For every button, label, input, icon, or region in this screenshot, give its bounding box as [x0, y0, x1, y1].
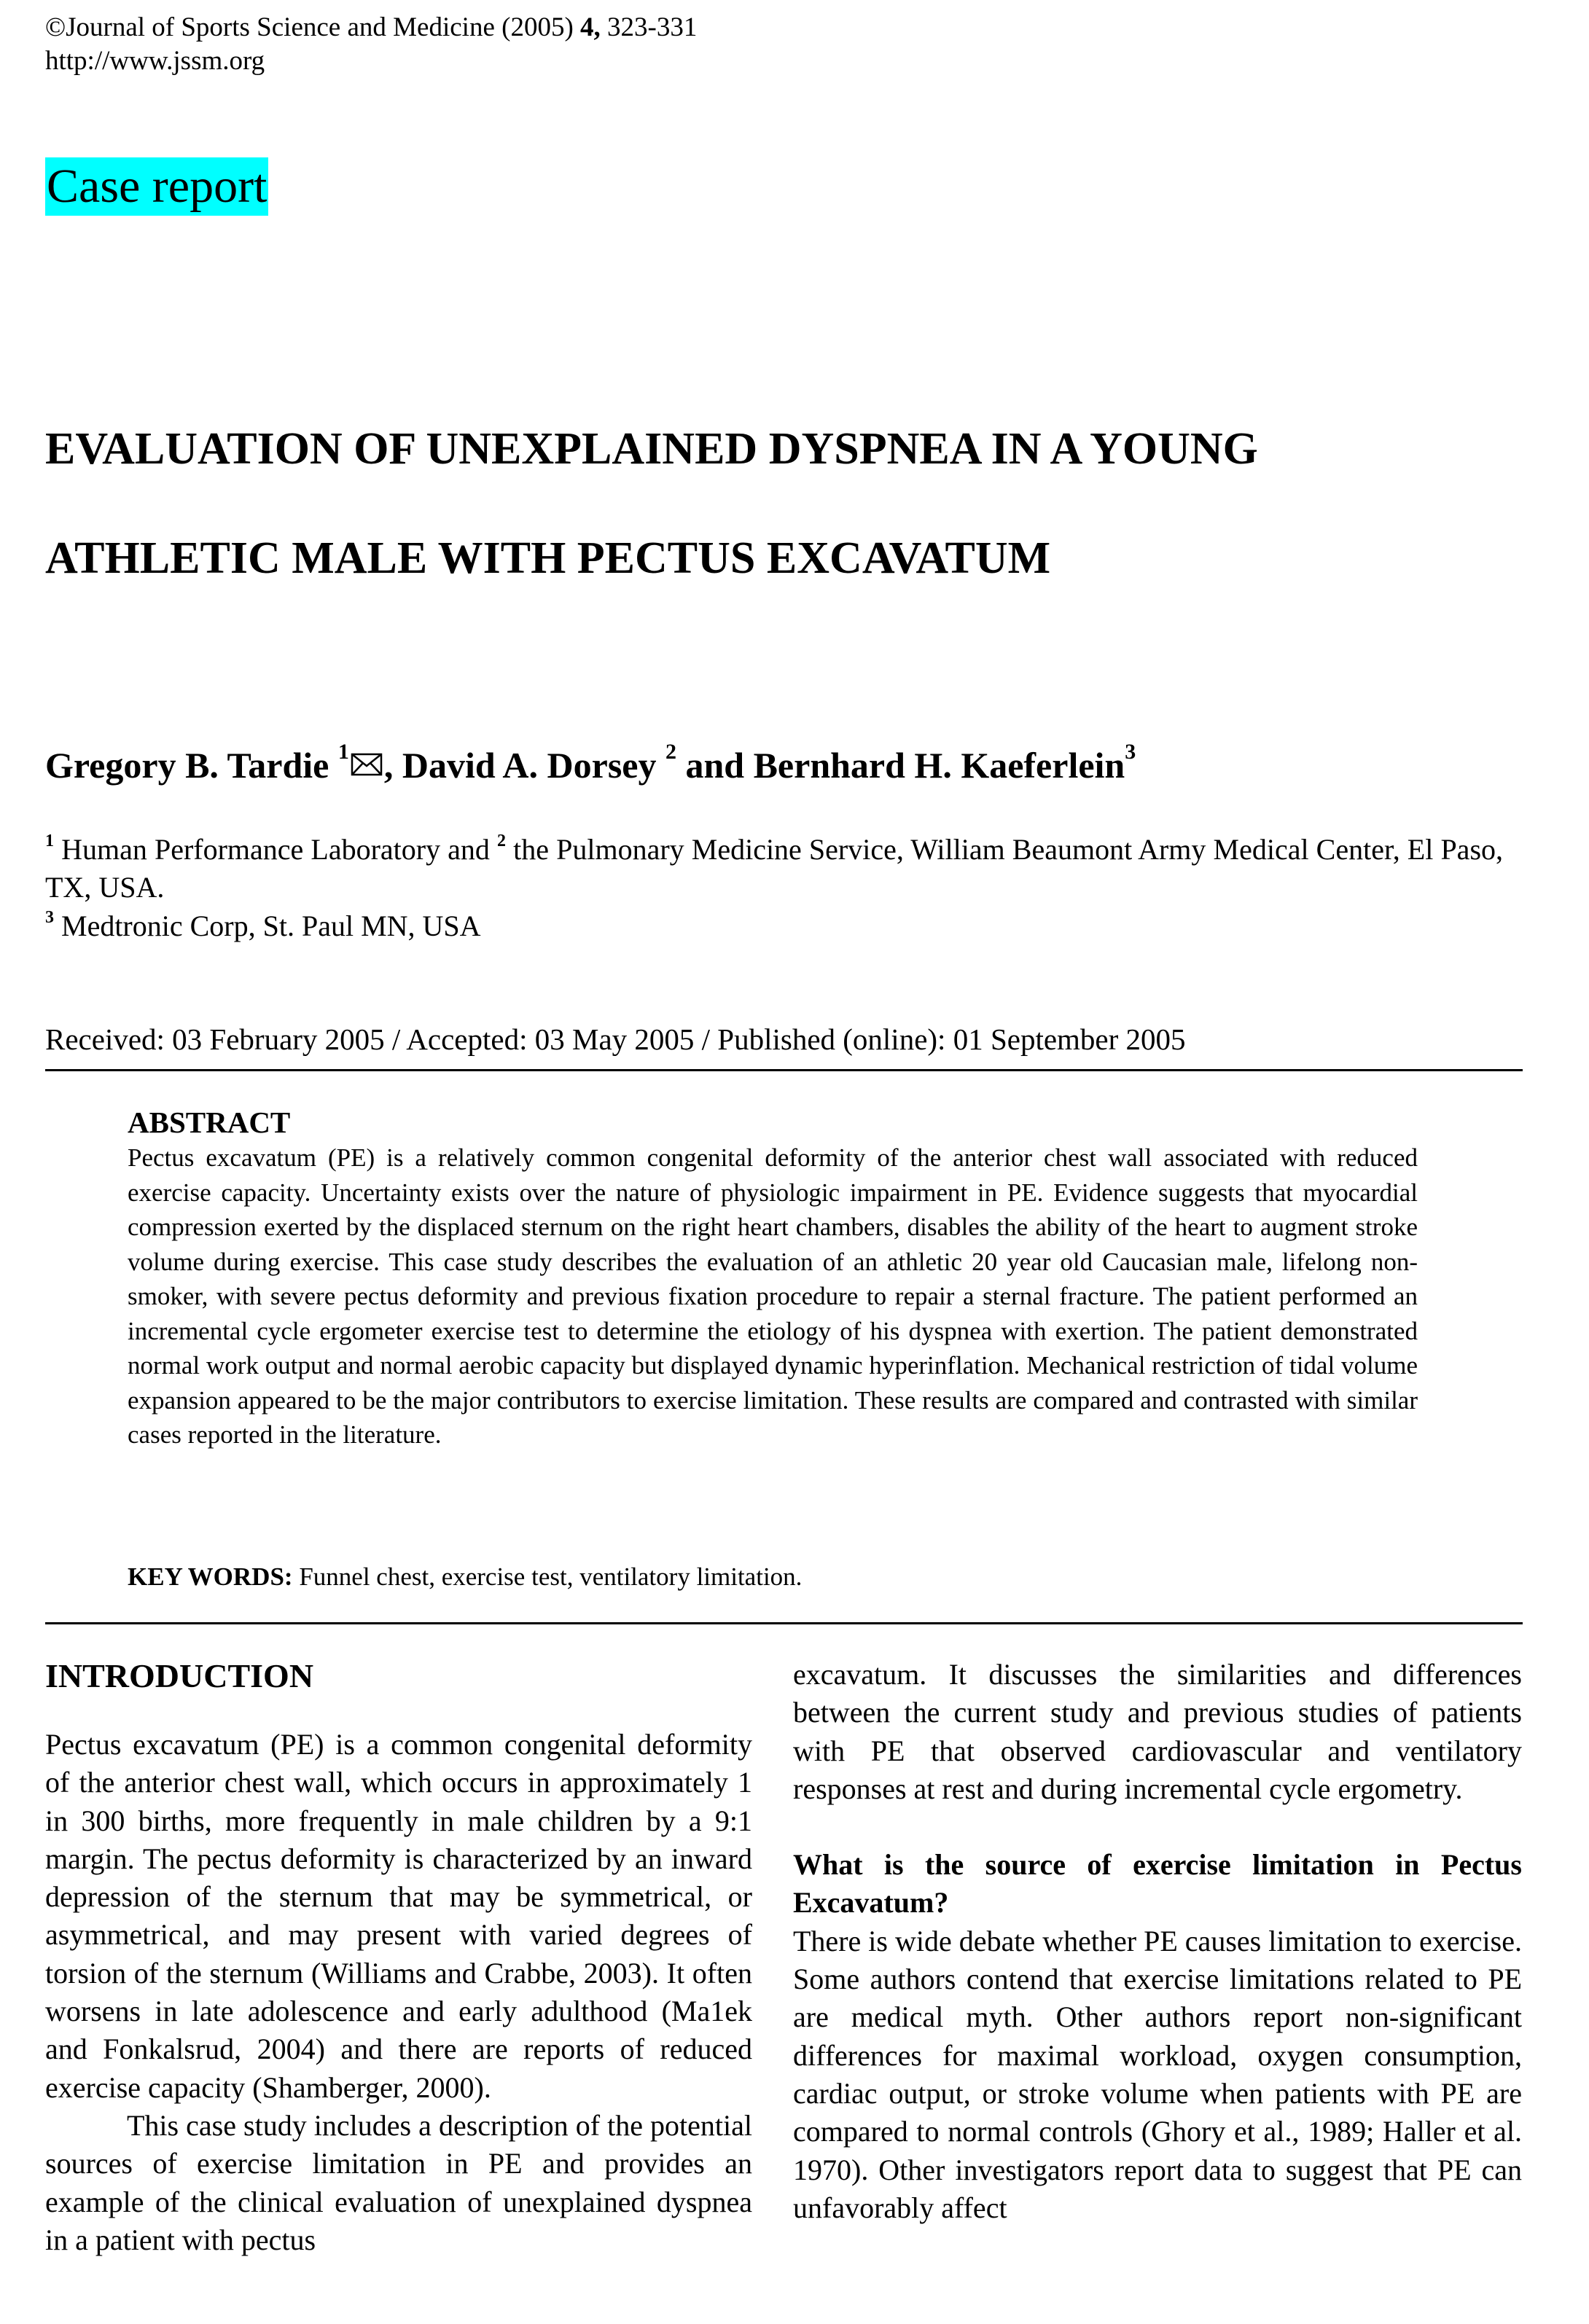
- affiliation-marker: 1: [45, 832, 54, 850]
- intro-paragraph-2: This case study includes a description of the potential sources of exercise limitation in PE and provides an example of the clinical evaluation of unexplained dyspnea in a patient with pectus: [45, 2108, 752, 2256]
- keywords-label: KEY WORDS:: [128, 1562, 293, 1591]
- journal-pages: 323-331: [600, 12, 698, 42]
- affiliation-marker: 3: [1125, 740, 1136, 764]
- affiliation-3: [45, 907, 1503, 945]
- journal-volume: 4,: [580, 12, 601, 42]
- abstract-heading: ABSTRACT: [128, 1106, 291, 1139]
- intro-paragraph-2-continued: excavatum. It discusses the similarities and differences between the current study and previous studies of patients with PE that observed cardiovascular and ventilatory responses at rest and during incremental cycle ergometry.: [793, 1658, 1522, 1805]
- right-column: [793, 1656, 1522, 2227]
- author-list: [45, 732, 1136, 798]
- left-column: [45, 1656, 752, 2259]
- affiliation-marker: 2: [497, 832, 507, 850]
- envelope-icon[interactable]: [351, 753, 383, 776]
- publication-dates: Received: 03 February 2005 / Accepted: 03 May 2005 / Published (online): 01 September 2005: [45, 1022, 1186, 1056]
- title-line-2: ATHLETIC MALE WITH PECTUS EXCAVATUM: [45, 533, 1051, 583]
- divider-top: [45, 1069, 1523, 1071]
- keywords-text: Funnel chest, exercise test, ventilatory limitation.: [292, 1562, 803, 1591]
- affiliation-text: the Pulmonary Medicine Service, William Beaumont Army Medical Center, El Paso, TX, USA.: [45, 833, 1504, 904]
- journal-url[interactable]: http://www.jssm.org: [45, 46, 265, 76]
- affiliation-marker: 2: [665, 740, 676, 764]
- intro-paragraph-1: Pectus excavatum (PE) is a common congenital deformity of the anterior chest wall, which occurs in approximately 1 in 300 births, more frequently in male children by a 9:1 margin. The pectus deformity is characterized by an inward depression of the sternum that may be symmetrical, or asymmetrical, and may present with varied degrees of torsion of the sternum (Williams and Crabbe, 2003). It often worsens in late adolescence and early adulthood (Ma1ek and Fonkalsrud, 2004) and there are reports of reduced exercise capacity (Shamberger, 2000).: [45, 1728, 752, 2104]
- author-name: , David A. Dorsey: [383, 745, 665, 786]
- title-line-1: EVALUATION OF UNEXPLAINED DYSPNEA IN A YOUNG: [45, 424, 1258, 474]
- section-heading-introduction: INTRODUCTION: [45, 1657, 314, 1694]
- author-name: Gregory B. Tardie: [45, 745, 338, 786]
- article-type-label: Case report: [45, 157, 268, 216]
- author-name: and Bernhard H. Kaeferlein: [676, 745, 1125, 786]
- section-2-paragraph: There is wide debate whether PE causes limitation to exercise. Some authors contend that exercise limitations related to PE are medical myth. Other authors report non-significant differences for maximal workload, oxygen consumption, cardiac output, or stroke volume when patients with PE are compared to normal controls (Ghory et al., 1989; Haller et al. 1970). Other investigators report data to suggest that PE can unfavorably affect: [793, 1924, 1522, 2224]
- divider-bottom: [45, 1622, 1523, 1624]
- keywords: [128, 1560, 802, 1595]
- journal-name: ©Journal of Sports Science and Medicine (2005): [45, 12, 581, 42]
- affiliation-text: Human Performance Laboratory and: [54, 833, 498, 866]
- affiliation-text: Medtronic Corp, St. Paul MN, USA: [54, 909, 481, 942]
- affiliation-1-2: [45, 831, 1503, 907]
- section-heading-exercise-limitation: What is the source of exercise limitation in Pectus Excavatum?: [793, 1848, 1522, 1920]
- affiliation-marker: 3: [45, 908, 54, 927]
- journal-citation: [45, 12, 697, 44]
- affiliation-marker: 1: [337, 740, 349, 764]
- abstract-text: Pectus excavatum (PE) is a relatively common congenital deformity of the anterior chest wall associated with reduced exercise capacity. Uncertainty exists over the nature of physiologic impairment in PE. Evidence suggests that myocardial compression exerted by the displaced sternum on the right heart chambers, disables the ability of the heart to augment stroke volume during exercise. This case study describes the evaluation of an athletic 20 year old Caucasian male, lifelong non-smoker, with severe pectus deformity and previous fixation procedure to repair a sternal fracture. The patient performed an incremental cycle ergometer exercise test to determine the etiology of his dyspnea with exertion. The patient demonstrated normal work output and normal aerobic capacity but displayed dynamic hyperinflation. Mechanical restriction of tidal volume expansion appeared to be the major contributors to exercise limitation. These results are compared and contrasted with similar cases reported in the literature.: [128, 1143, 1418, 1449]
